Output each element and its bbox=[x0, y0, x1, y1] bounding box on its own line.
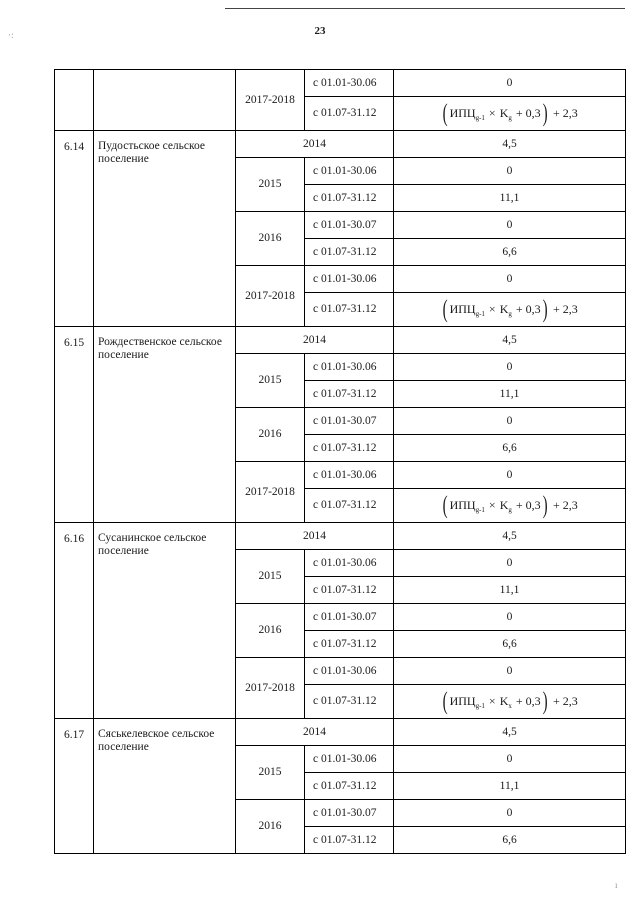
formula-paren: ) bbox=[542, 491, 548, 519]
value-cell: 0 bbox=[394, 408, 626, 435]
table-row bbox=[55, 327, 626, 354]
value-cell: 0 bbox=[394, 354, 626, 381]
period-cell: с 01.07-31.12 bbox=[305, 97, 394, 131]
period-cell: с 01.07-31.12 bbox=[305, 631, 394, 658]
formula-paren: ( bbox=[442, 491, 448, 519]
value-cell: 11,1 bbox=[394, 577, 626, 604]
tariff-formula bbox=[441, 99, 578, 127]
period-cell: с 01.01-30.06 bbox=[305, 462, 394, 489]
formula-paren: ) bbox=[542, 99, 548, 127]
settlement-name-cell: Рождественское сельское поселение bbox=[94, 327, 236, 523]
formula-subscript: g-1 bbox=[475, 114, 485, 122]
value-cell: 0 bbox=[394, 746, 626, 773]
formula-paren: ( bbox=[442, 295, 448, 323]
settlement-name-cell: Сяськелевское сельское поселение bbox=[94, 719, 236, 854]
year-cell: 2015 bbox=[236, 354, 305, 408]
period-cell: с 01.01-30.07 bbox=[305, 408, 394, 435]
value-cell bbox=[394, 97, 626, 131]
formula-term: + 0,3 bbox=[515, 498, 541, 512]
value-cell bbox=[394, 489, 626, 523]
period-cell: с 01.01-30.06 bbox=[305, 70, 394, 97]
period-cell: с 01.07-31.12 bbox=[305, 185, 394, 212]
year-cell: 2017-2018 bbox=[236, 266, 305, 327]
period-cell: с 01.01-30.07 bbox=[305, 800, 394, 827]
tariff-formula bbox=[441, 295, 578, 323]
formula-term: × bbox=[488, 106, 496, 120]
period-cell: с 01.01-30.06 bbox=[305, 746, 394, 773]
formula-term: × bbox=[488, 498, 496, 512]
settlement-name-cell: Пудостьское сельское поселение bbox=[94, 131, 236, 327]
value-cell: 4,5 bbox=[394, 131, 626, 158]
formula-paren: ( bbox=[442, 99, 448, 127]
formula-term: + 2,3 bbox=[552, 106, 578, 120]
formula-term: K bbox=[499, 498, 509, 512]
year-cell: 2017-2018 bbox=[236, 462, 305, 523]
value-cell: 4,5 bbox=[394, 327, 626, 354]
value-cell: 6,6 bbox=[394, 239, 626, 266]
value-cell: 6,6 bbox=[394, 435, 626, 462]
formula-term: ИПЦ bbox=[449, 302, 476, 316]
table-row bbox=[55, 70, 626, 97]
year-cell: 2015 bbox=[236, 550, 305, 604]
value-cell: 11,1 bbox=[394, 185, 626, 212]
formula-term: + 2,3 bbox=[552, 498, 578, 512]
period-cell: с 01.07-31.12 bbox=[305, 827, 394, 854]
value-cell: 0 bbox=[394, 70, 626, 97]
row-number-cell: 6.14 bbox=[55, 131, 94, 327]
tariff-formula bbox=[441, 491, 578, 519]
formula-term: + 0,3 bbox=[515, 694, 541, 708]
formula-term: × bbox=[488, 694, 496, 708]
formula-subscript: g bbox=[508, 114, 512, 122]
settlement-name-cell bbox=[94, 70, 236, 131]
formula-subscript: x bbox=[508, 702, 512, 710]
table-row bbox=[55, 719, 626, 746]
formula-term: K bbox=[499, 106, 509, 120]
period-cell: с 01.07-31.12 bbox=[305, 293, 394, 327]
scan-speck: ·: bbox=[8, 30, 14, 40]
value-cell: 0 bbox=[394, 550, 626, 577]
period-cell: с 01.07-31.12 bbox=[305, 435, 394, 462]
formula-subscript: g-1 bbox=[475, 506, 485, 514]
formula-term: K bbox=[499, 302, 509, 316]
formula-term: ИПЦ bbox=[449, 106, 476, 120]
value-cell: 0 bbox=[394, 212, 626, 239]
value-cell: 11,1 bbox=[394, 381, 626, 408]
period-cell: с 01.07-31.12 bbox=[305, 577, 394, 604]
value-cell bbox=[394, 293, 626, 327]
formula-term: ИПЦ bbox=[449, 694, 476, 708]
row-number-cell: 6.17 bbox=[55, 719, 94, 854]
year-cell: 2017-2018 bbox=[236, 70, 305, 131]
period-cell: с 01.07-31.12 bbox=[305, 773, 394, 800]
period-cell: с 01.07-31.12 bbox=[305, 489, 394, 523]
formula-paren: ( bbox=[442, 687, 448, 715]
table-row bbox=[55, 131, 626, 158]
value-cell bbox=[394, 685, 626, 719]
value-cell: 0 bbox=[394, 462, 626, 489]
period-cell: с 01.01-30.07 bbox=[305, 604, 394, 631]
row-number-cell bbox=[55, 70, 94, 131]
formula-term: + 0,3 bbox=[515, 106, 541, 120]
period-cell: с 01.01-30.06 bbox=[305, 158, 394, 185]
row-number-cell: 6.16 bbox=[55, 523, 94, 719]
table-row bbox=[55, 523, 626, 550]
value-cell: 0 bbox=[394, 658, 626, 685]
formula-paren: ) bbox=[542, 687, 548, 715]
value-cell: 11,1 bbox=[394, 773, 626, 800]
formula-term: × bbox=[488, 302, 496, 316]
year-cell: 2015 bbox=[236, 158, 305, 212]
period-cell: с 01.01-30.07 bbox=[305, 212, 394, 239]
formula-term: K bbox=[499, 694, 509, 708]
formula-paren: ) bbox=[542, 295, 548, 323]
value-cell: 4,5 bbox=[394, 523, 626, 550]
period-cell: с 01.07-31.12 bbox=[305, 381, 394, 408]
year-cell: 2016 bbox=[236, 604, 305, 658]
formula-term: + 2,3 bbox=[552, 302, 578, 316]
formula-subscript: g bbox=[508, 310, 512, 318]
period-cell: с 01.01-30.06 bbox=[305, 266, 394, 293]
period-cell: с 01.01-30.06 bbox=[305, 354, 394, 381]
value-cell: 6,6 bbox=[394, 631, 626, 658]
year-cell: 2014 bbox=[236, 719, 394, 746]
page-number: 23 bbox=[314, 25, 326, 37]
formula-term: + 0,3 bbox=[515, 302, 541, 316]
year-cell: 2014 bbox=[236, 523, 394, 550]
top-rule bbox=[225, 8, 625, 9]
value-cell: 4,5 bbox=[394, 719, 626, 746]
year-cell: 2015 bbox=[236, 746, 305, 800]
formula-term: ИПЦ bbox=[449, 498, 476, 512]
value-cell: 6,6 bbox=[394, 827, 626, 854]
value-cell: 0 bbox=[394, 266, 626, 293]
value-cell: 0 bbox=[394, 800, 626, 827]
period-cell: с 01.01-30.06 bbox=[305, 658, 394, 685]
year-cell: 2016 bbox=[236, 212, 305, 266]
tariff-table bbox=[54, 69, 626, 854]
scan-speck: ı bbox=[615, 880, 618, 890]
settlement-name-cell: Сусанинское сельское поселение bbox=[94, 523, 236, 719]
value-cell: 0 bbox=[394, 158, 626, 185]
year-cell: 2014 bbox=[236, 131, 394, 158]
period-cell: с 01.07-31.12 bbox=[305, 685, 394, 719]
period-cell: с 01.07-31.12 bbox=[305, 239, 394, 266]
year-cell: 2014 bbox=[236, 327, 394, 354]
year-cell: 2016 bbox=[236, 800, 305, 854]
period-cell: с 01.01-30.06 bbox=[305, 550, 394, 577]
formula-subscript: g-1 bbox=[475, 310, 485, 318]
year-cell: 2017-2018 bbox=[236, 658, 305, 719]
row-number-cell: 6.15 bbox=[55, 327, 94, 523]
value-cell: 0 bbox=[394, 604, 626, 631]
formula-subscript: g-1 bbox=[475, 702, 485, 710]
year-cell: 2016 bbox=[236, 408, 305, 462]
formula-subscript: g bbox=[508, 506, 512, 514]
tariff-formula bbox=[441, 687, 578, 715]
formula-term: + 2,3 bbox=[552, 694, 578, 708]
